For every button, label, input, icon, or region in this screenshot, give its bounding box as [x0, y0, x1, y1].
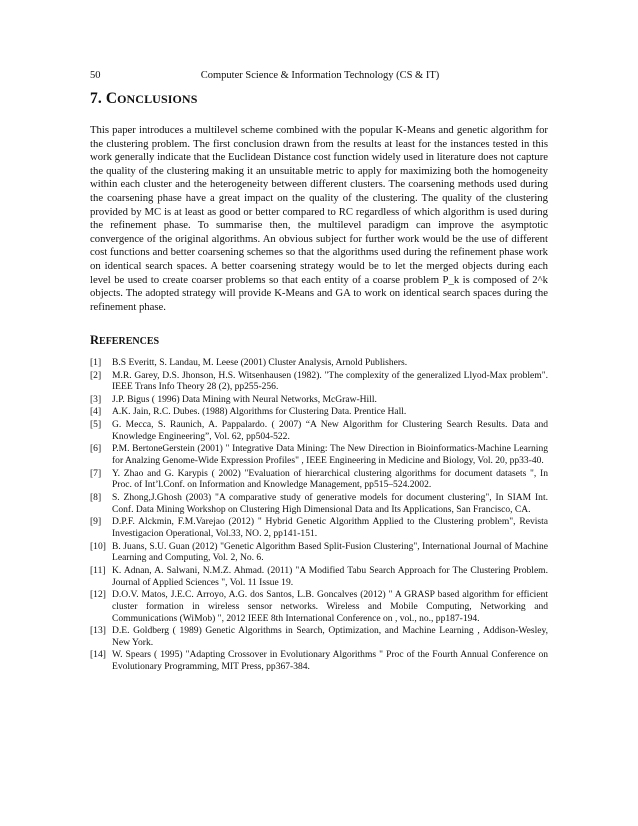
references-heading-rest: EFERENCES — [99, 336, 160, 347]
reference-text: J.P. Bigus ( 1996) Data Mining with Neural Networks, McGraw-Hill. — [112, 393, 377, 405]
references-heading-initial: R — [90, 333, 100, 347]
reference-number: [5] — [90, 419, 102, 431]
reference-text: D.O.V. Matos, J.E.C. Arroyo, A.G. dos Santos, L.B. Goncalves (2012) " A GRASP based algorithm for efficient cluster formation in wireless sensor networks. Wireless and Mobile Computing, Networking and Communications (WiMob) ", 2012 IEEE 8th International Conference on , vol., no., pp187-194. — [112, 589, 548, 624]
reference-number: [2] — [90, 369, 102, 381]
reference-item — [90, 492, 548, 515]
reference-text: K. Adnan, A. Salwani, N.M.Z. Ahmad. (2011) "A Modified Tabu Search Approach for The Clustering Problem. Journal of Applied Sciences ", Vol. 11 Issue 19. — [112, 564, 548, 588]
reference-number: [10] — [90, 540, 106, 552]
reference-text: D.P.F. Alckmin, F.M.Varejao (2012) " Hybrid Genetic Algorithm Applied to the Clustering problem", Revista Investigacion Operational, Vol.33, NO. 2, pp141-151. — [112, 516, 548, 539]
reference-item — [90, 625, 548, 648]
section-number: 7. — [90, 90, 106, 107]
reference-number: [8] — [90, 491, 102, 503]
section-title — [90, 90, 197, 108]
reference-item — [90, 516, 548, 539]
reference-number: [13] — [90, 625, 106, 637]
reference-item — [90, 649, 548, 672]
reference-text: M.R. Garey, D.S. Jhonson, H.S. Witsenhausen (1982). "The complexity of the generalized Llyod-Max problem". IEEE Trans Info Theory 28 (2), pp255-256. — [112, 369, 548, 393]
reference-number: [9] — [90, 516, 102, 528]
reference-number: [12] — [90, 589, 106, 601]
reference-number: [7] — [90, 467, 102, 479]
reference-text: B.S Everitt, S. Landau, M. Leese (2001) Cluster Analysis, Arnold Publishers. — [112, 357, 408, 368]
reference-text: S. Zhong,J.Ghosh (2003) "A comparative study of generative models for document clustering", In SIAM Int. Conf. Data Mining Workshop on Clustering High Dimensional Data and Its Applications, San Francisco, CA. — [112, 491, 548, 515]
reference-text: P.M. BertoneGerstein (2001) " Integrative Data Mining: The New Direction in Bioinformatics-Machine Learning for Analzing Genome-Wide Expression Profiles" , IEEE Engineering in Medicine and Biology, Vol. 20, pp33-40. — [112, 443, 548, 467]
reference-text: W. Spears ( 1995) "Adapting Crossover in Evolutionary Algorithms " Proc of the Fourth Annual Conference on Evolutionary Programming, MIT Press, pp367-384. — [112, 649, 548, 673]
reference-text: A.K. Jain, R.C. Dubes. (1988) Algorithms for Clustering Data. Prentice Hall. — [112, 406, 407, 418]
reference-item — [90, 357, 548, 369]
reference-list — [90, 357, 548, 674]
reference-item — [90, 589, 548, 624]
reference-number: [11] — [90, 564, 106, 576]
reference-item — [90, 370, 548, 393]
reference-item — [90, 468, 548, 491]
section-title-initial: C — [105, 90, 118, 107]
running-head: Computer Science & Information Technology (CS & IT) — [200, 70, 440, 81]
conclusions-paragraph: This paper introduces a multilevel scheme combined with the popular K-Means and genetic algorithm for the clustering problem. The first conclusion drawn from the results at least for the instances tested in this work generally indicate that the Euclidean Distance cost function widely used in literature does not capture the quality of the clustering making it an unsuitable metric to apply for maximizing both the homogeneity within each cluster and the heterogeneity between different clusters. The coarsening methods used during the coarsening phase have a great impact on the quality of the clustering. The quality of the clustering provided by MC is at least as good or better compared to RC regardless of which algorithm is used during the refinement phase. To summarise then, the multilevel paradigm can improve the asymptotic convergence of the original algorithms. An obvious subject for further work would be the use of different cost functions and better coarsening schemes so that the algorithms used during the refinement phase work on identical search spaces. A better coarsening strategy would be to let the merged objects during each level be used to create coarser problems so that each entity of a coarse problem P_k is composed of 2^k objects. The adopted strategy will provide K-Means and GA to work on identical search spaces during the refinement phase. — [90, 124, 548, 313]
reference-number: [1] — [90, 357, 102, 368]
reference-text: Y. Zhao and G. Karypis ( 2002) "Evaluation of hierarchical clustering algorithms for document datasets ", In Proc. of Int’l.Conf. on Information and Knowledge Management, pp515–524.2002. — [112, 467, 548, 491]
reference-item — [90, 394, 548, 406]
section-title-rest: ONCLUSIONS — [117, 92, 198, 106]
reference-number: [6] — [90, 443, 102, 455]
reference-text: D.E. Goldberg ( 1989) Genetic Algorithms in Search, Optimization, and Machine Learning , Addison-Wesley, New York. — [112, 625, 548, 648]
reference-text: G. Mecca, S. Raunich, A. Pappalardo. ( 2007) “A New Algorithm for Clustering Search Results. Data and Knowledge Engineering”, Vol. 62, pp504-522. — [112, 419, 548, 442]
reference-item — [90, 406, 548, 418]
references-heading — [90, 333, 159, 348]
reference-number: [14] — [90, 649, 106, 661]
reference-text: B. Juans, S.U. Guan (2012) "Genetic Algorithm Based Split-Fusion Clustering", International Journal of Machine Learning and Computing, Vol. 2, No. 6. — [112, 540, 548, 564]
reference-item — [90, 541, 548, 564]
reference-item — [90, 419, 548, 442]
reference-number: [3] — [90, 393, 102, 405]
reference-item — [90, 565, 548, 588]
reference-item — [90, 443, 548, 466]
page-number: 50 — [90, 70, 101, 81]
reference-number: [4] — [90, 406, 102, 418]
